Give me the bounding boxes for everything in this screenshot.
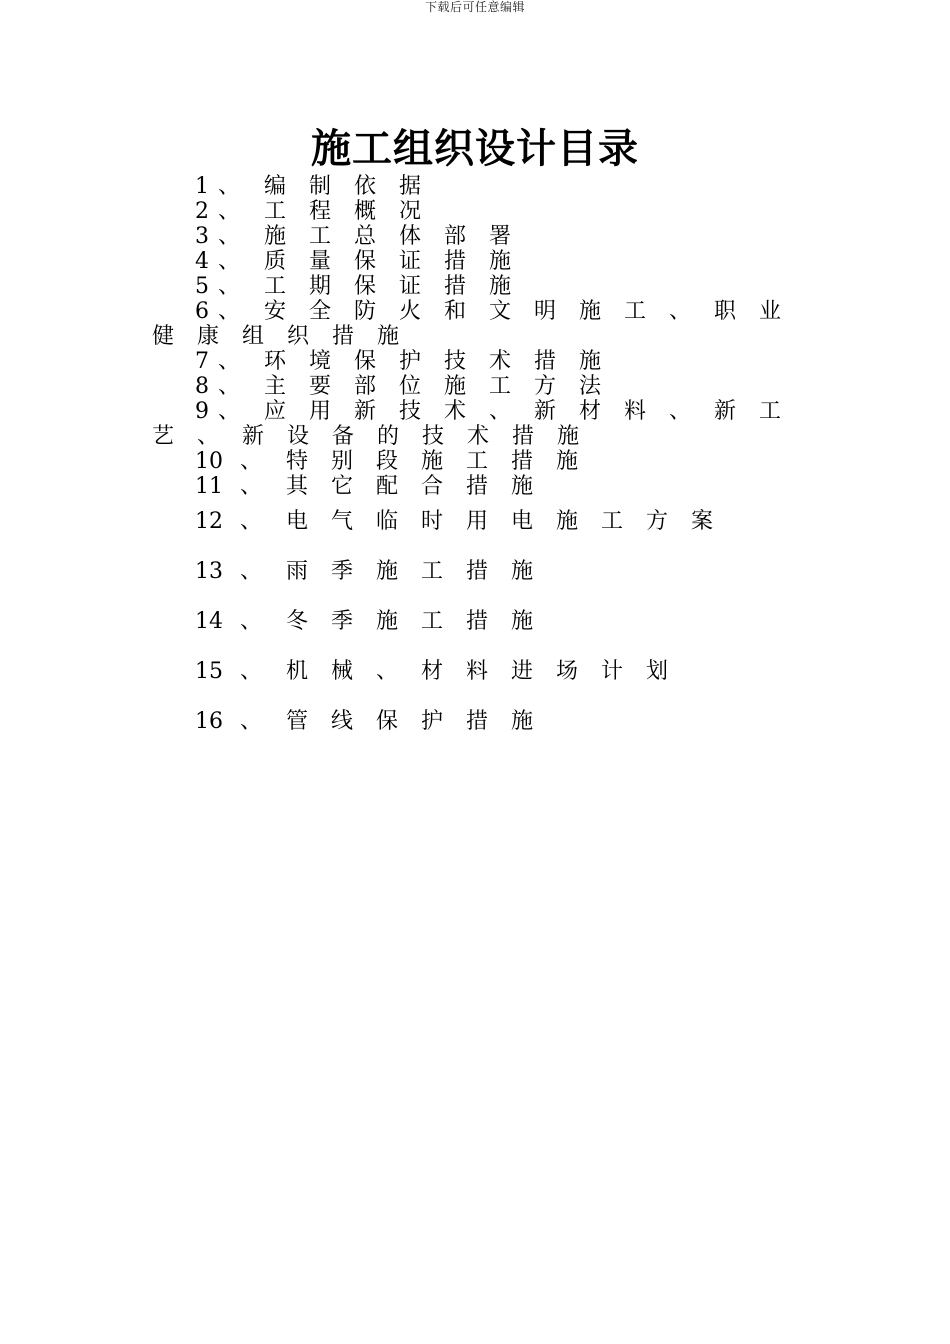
toc-item-number: 10 — [195, 449, 223, 474]
toc-item-separator: 、 — [218, 299, 241, 324]
toc-item-separator: 、 — [218, 374, 241, 399]
toc-item-number: 16 — [195, 709, 223, 734]
toc-item-separator: 、 — [240, 659, 263, 684]
toc-item-number: 12 — [195, 509, 223, 534]
toc-item-number: 5 — [195, 274, 209, 299]
toc-item-separator: 、 — [218, 249, 241, 274]
toc-item-separator: 、 — [218, 174, 241, 199]
toc-item-separator: 、 — [240, 509, 263, 534]
toc-item-separator: 、 — [218, 199, 241, 224]
toc-item-number: 6 — [195, 299, 209, 324]
toc-item-separator: 、 — [218, 274, 241, 299]
toc-item-number: 3 — [195, 224, 209, 249]
toc-item-number: 7 — [195, 349, 209, 374]
toc-item-number: 11 — [195, 474, 223, 499]
toc-item-number: 13 — [195, 559, 223, 584]
toc-item-number: 1 — [195, 174, 209, 199]
toc-item-number: 14 — [195, 609, 223, 634]
toc-item-separator: 、 — [218, 349, 241, 374]
toc-item-separator: 、 — [240, 709, 263, 734]
toc-item-separator: 、 — [240, 559, 263, 584]
toc-item-number: 4 — [195, 249, 209, 274]
document-title: 施工组织设计目录 — [311, 125, 639, 172]
toc-item-number: 9 — [195, 399, 209, 424]
toc-item-separator: 、 — [240, 474, 263, 499]
toc-item-separator: 、 — [218, 399, 241, 424]
toc-item-number: 8 — [195, 374, 209, 399]
page-header-note: 下载后可任意编辑 — [424, 0, 525, 14]
toc-item-number: 15 — [195, 659, 223, 684]
toc-item-separator: 、 — [240, 609, 263, 634]
toc-item-separator: 、 — [218, 224, 241, 249]
toc-item-separator: 、 — [240, 449, 263, 474]
toc-item-number: 2 — [195, 199, 209, 224]
